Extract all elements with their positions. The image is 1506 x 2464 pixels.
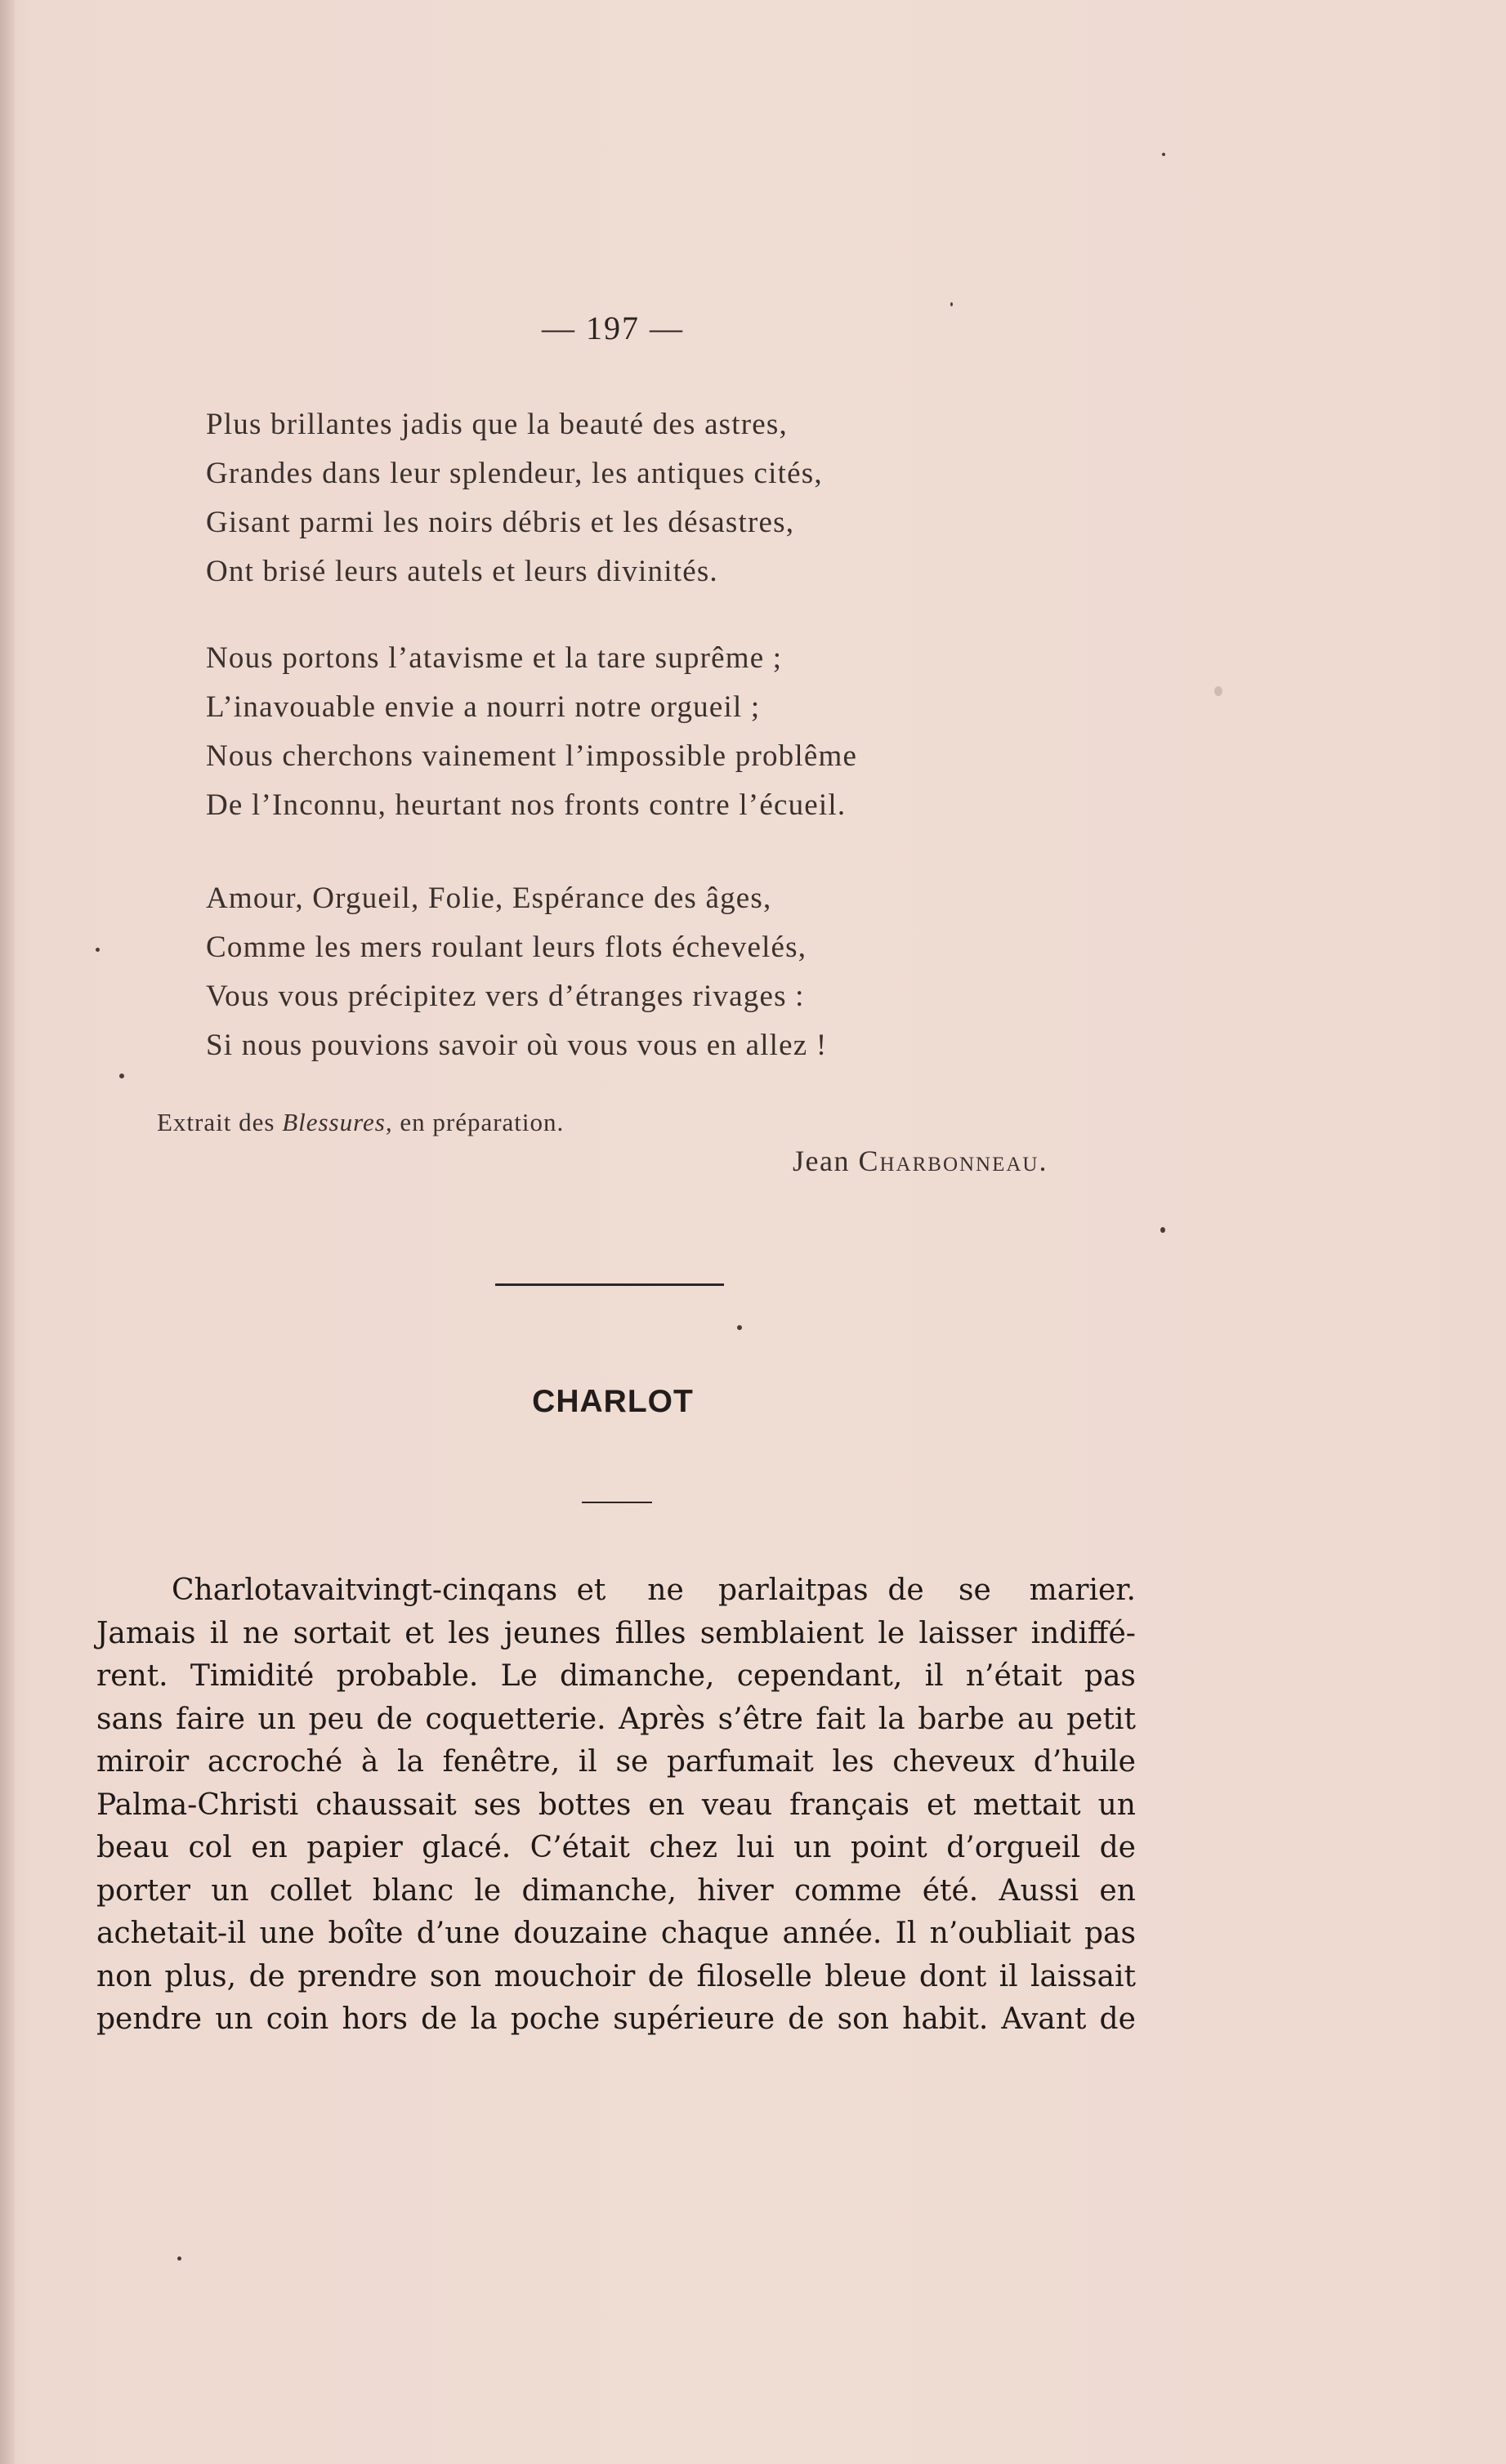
prose-word: un <box>215 2002 253 2036</box>
prose-word: douzaine <box>513 1917 648 1950</box>
prose-word: n’oubliait <box>929 1917 1071 1950</box>
prose-line <box>96 1870 1136 1913</box>
prose-line <box>96 1741 1136 1784</box>
prose-word: faire <box>176 1702 245 1736</box>
prose-word: pas <box>816 1573 869 1607</box>
extract-work-title: Blessures, <box>282 1108 393 1136</box>
prose-line <box>96 1655 1136 1698</box>
prose-word: de <box>1099 2002 1136 2036</box>
prose-word: fait <box>816 1702 866 1736</box>
prose-word: parfumait <box>666 1745 814 1779</box>
verse-line: Gisant parmi les noirs débris et les désastres, <box>206 506 795 539</box>
prose-word: jeunes <box>503 1616 601 1650</box>
prose-word: pas <box>1084 1917 1136 1950</box>
prose-word: petit <box>1066 1702 1136 1736</box>
prose-word: rent. <box>96 1659 168 1693</box>
prose-word: de <box>376 1702 413 1736</box>
prose-word: blanc <box>372 1873 454 1908</box>
prose-word: un <box>1097 1788 1136 1822</box>
verse-line: Si nous pouvions savoir où vous vous en allez ! <box>206 1029 828 1062</box>
prose-word: un <box>211 1873 249 1908</box>
prose-word: il <box>578 1745 597 1779</box>
prose-word: de <box>248 1959 285 1993</box>
prose-word: année. <box>782 1917 883 1950</box>
prose-word: son <box>837 2002 889 2036</box>
prose-word: cependant, <box>736 1659 903 1693</box>
prose-word: d’orgueil <box>946 1831 1081 1864</box>
extract-note <box>157 1108 564 1137</box>
paper-speck <box>96 948 100 952</box>
verse-line: Vous vous précipitez vers d’étranges rivages : <box>206 980 805 1013</box>
prose-word: d’une <box>416 1917 500 1950</box>
prose-word: filoselle <box>696 1959 812 1993</box>
prose-word: les <box>832 1745 874 1779</box>
prose-word: ne <box>647 1573 684 1607</box>
chapter-title: CHARLOT <box>532 1384 694 1419</box>
prose-word: peu <box>308 1702 364 1736</box>
prose-word: un <box>793 1831 832 1864</box>
extract-prefix: Extrait des <box>157 1108 275 1136</box>
prose-word: accroché <box>207 1745 343 1779</box>
prose-word: achetait-il <box>96 1917 247 1950</box>
prose-word: hiver <box>697 1873 774 1908</box>
prose-word: bottes <box>538 1788 632 1822</box>
prose-word: avait <box>284 1573 357 1607</box>
prose-word: parlait <box>717 1573 817 1607</box>
prose-word: ans <box>505 1573 558 1607</box>
prose-word: habit. <box>902 2002 989 2036</box>
poem-stanza-2 <box>206 634 1023 830</box>
prose-word: miroir <box>96 1745 190 1779</box>
prose-word: sortait <box>293 1616 391 1650</box>
prose-word: mettait <box>972 1788 1081 1822</box>
prose-word: pendre <box>96 2002 203 2036</box>
prose-word: probable. <box>336 1659 479 1693</box>
prose-line <box>96 1569 1136 1613</box>
prose-word: Charlot <box>172 1573 284 1607</box>
prose-word: Timidité <box>190 1659 315 1693</box>
prose-word: lui <box>736 1831 775 1864</box>
prose-word: laisser <box>918 1616 1017 1650</box>
prose-word: les <box>448 1616 490 1650</box>
prose-word: il <box>999 1959 1018 1993</box>
verse-line: Grandes dans leur splendeur, les antiques cités, <box>206 457 823 490</box>
author-surname: Charbonneau. <box>858 1145 1048 1177</box>
verse-line: Ont brisé leurs autels et leurs divinités. <box>206 555 718 588</box>
prose-word: dimanche, <box>521 1873 677 1908</box>
prose-word: une <box>259 1917 315 1950</box>
prose-word: dont <box>918 1959 987 1993</box>
prose-word: et <box>926 1788 956 1822</box>
prose-word: coin <box>266 2002 329 2036</box>
prose-word: de <box>1099 1831 1136 1864</box>
prose-word: semblaient <box>699 1616 865 1650</box>
prose-word: d’huile <box>1033 1745 1136 1779</box>
verse-line: Amour, Orgueil, Folie, Espérance des âges, <box>206 882 772 915</box>
prose-word: C’était <box>530 1831 630 1864</box>
verse-line: Nous cherchons vainement l’impossible problême <box>206 739 858 773</box>
prose-word: il <box>209 1616 229 1650</box>
prose-word: se <box>615 1745 649 1779</box>
prose-word: prendre <box>297 1959 418 1993</box>
prose-word: mouchoir <box>494 1959 636 1993</box>
prose-line <box>96 1998 1136 2042</box>
paper-speck <box>1162 153 1165 156</box>
prose-word: Le <box>500 1659 538 1693</box>
prose-line <box>96 1613 1136 1656</box>
prose-word: à <box>360 1745 379 1779</box>
prose-word: Palma-Christi <box>96 1788 299 1822</box>
prose-word: Il <box>895 1917 917 1950</box>
prose-word: en <box>251 1831 288 1864</box>
verse-line: Comme les mers roulant leurs flots échevelés, <box>206 931 807 964</box>
verse-line: L’inavouable envie a nourri notre orgueil ; <box>206 690 761 724</box>
prose-word: comme <box>794 1873 902 1908</box>
prose-word: Avant <box>1001 2002 1087 2036</box>
paper-speck <box>177 2256 181 2261</box>
prose-word: dimanche, <box>560 1659 715 1693</box>
prose-word: de <box>887 1573 924 1607</box>
paper-speck <box>950 302 953 306</box>
prose-word: supérieure <box>613 2002 775 2036</box>
prose-word: son <box>429 1959 482 1993</box>
prose-word: Après <box>619 1702 706 1736</box>
prose-line <box>96 1784 1136 1828</box>
prose-word: laissait <box>1030 1959 1136 1993</box>
verse-line: De l’Inconnu, heurtant nos fronts contre l’écueil. <box>206 788 847 822</box>
prose-word: vingt-cinq <box>356 1573 506 1607</box>
prose-word: pas <box>1084 1659 1136 1693</box>
prose-word: col <box>188 1831 232 1864</box>
prose-line <box>96 1956 1136 1999</box>
prose-word: s’être <box>717 1702 803 1736</box>
prose-word: se <box>958 1573 991 1607</box>
prose-word: et <box>404 1616 435 1650</box>
prose-word: et <box>576 1573 606 1607</box>
prose-word: la <box>470 2002 498 2036</box>
prose-word: chaussait <box>315 1788 457 1822</box>
prose-word: barbe <box>918 1702 1005 1736</box>
prose-word: fenêtre, <box>442 1745 561 1779</box>
prose-word: point <box>850 1831 927 1864</box>
poem-stanza-3 <box>206 874 1023 1070</box>
prose-word: veau <box>701 1788 773 1822</box>
prose-word: cheveux <box>892 1745 1016 1779</box>
prose-word: papier <box>306 1831 403 1864</box>
prose-word: de <box>421 2002 458 2036</box>
page-number: — 197 — <box>542 310 684 346</box>
prose-word: chez <box>649 1831 717 1864</box>
prose-word: la <box>396 1745 424 1779</box>
section-divider <box>495 1283 724 1286</box>
prose-word: collet <box>269 1873 352 1908</box>
prose-word: chaque <box>660 1917 770 1950</box>
prose-word: un <box>257 1702 296 1736</box>
prose-word: glacé. <box>422 1831 512 1864</box>
prose-word: en <box>1099 1873 1136 1908</box>
paper-speck <box>1214 686 1222 696</box>
chapter-body <box>96 1569 1136 2042</box>
prose-word: en <box>648 1788 685 1822</box>
prose-word: au <box>1017 1702 1054 1736</box>
prose-word: indiffé- <box>1030 1616 1136 1650</box>
prose-word: n’était <box>965 1659 1062 1693</box>
prose-word: non <box>96 1959 153 1993</box>
prose-line <box>96 1698 1136 1742</box>
prose-word: il <box>924 1659 944 1693</box>
prose-word: bleue <box>825 1959 907 1993</box>
prose-word: été. <box>922 1873 979 1908</box>
paper-speck <box>119 1074 124 1078</box>
prose-word: plus, <box>164 1959 237 1993</box>
prose-word: marier. <box>1029 1573 1136 1607</box>
prose-word: porter <box>96 1873 190 1908</box>
prose-line-words <box>172 1569 1136 1613</box>
prose-word: beau <box>96 1831 169 1864</box>
prose-word: le <box>878 1616 905 1650</box>
prose-line <box>96 1827 1136 1870</box>
verse-line: Plus brillantes jadis que la beauté des astres, <box>206 408 788 441</box>
verse-line: Nous portons l’atavisme et la tare suprême ; <box>206 641 783 675</box>
prose-word: français <box>789 1788 909 1822</box>
paper-speck <box>737 1325 742 1330</box>
prose-word: poche <box>510 2002 601 2036</box>
poem-stanza-1 <box>206 400 1023 596</box>
prose-line <box>96 1913 1136 1956</box>
prose-word: le <box>474 1873 502 1908</box>
extract-suffix: en préparation. <box>400 1108 565 1136</box>
prose-word: de <box>788 2002 825 2036</box>
prose-word: sans <box>96 1702 163 1736</box>
prose-word: Aussi <box>999 1873 1079 1908</box>
prose-word: coquetterie. <box>425 1702 606 1736</box>
poem-author <box>793 1144 1048 1178</box>
binding-edge <box>0 0 15 2464</box>
prose-word: hors <box>342 2002 408 2036</box>
prose-word: boîte <box>328 1917 404 1950</box>
prose-word: ne <box>242 1616 279 1650</box>
prose-word: de <box>647 1959 685 1993</box>
prose-word: ses <box>473 1788 521 1822</box>
title-underline <box>582 1502 652 1503</box>
paper-speck <box>1160 1227 1165 1233</box>
prose-word: filles <box>614 1616 686 1650</box>
prose-word: Jamais <box>96 1616 196 1650</box>
prose-word: la <box>878 1702 905 1736</box>
author-first-name: Jean <box>793 1145 850 1177</box>
